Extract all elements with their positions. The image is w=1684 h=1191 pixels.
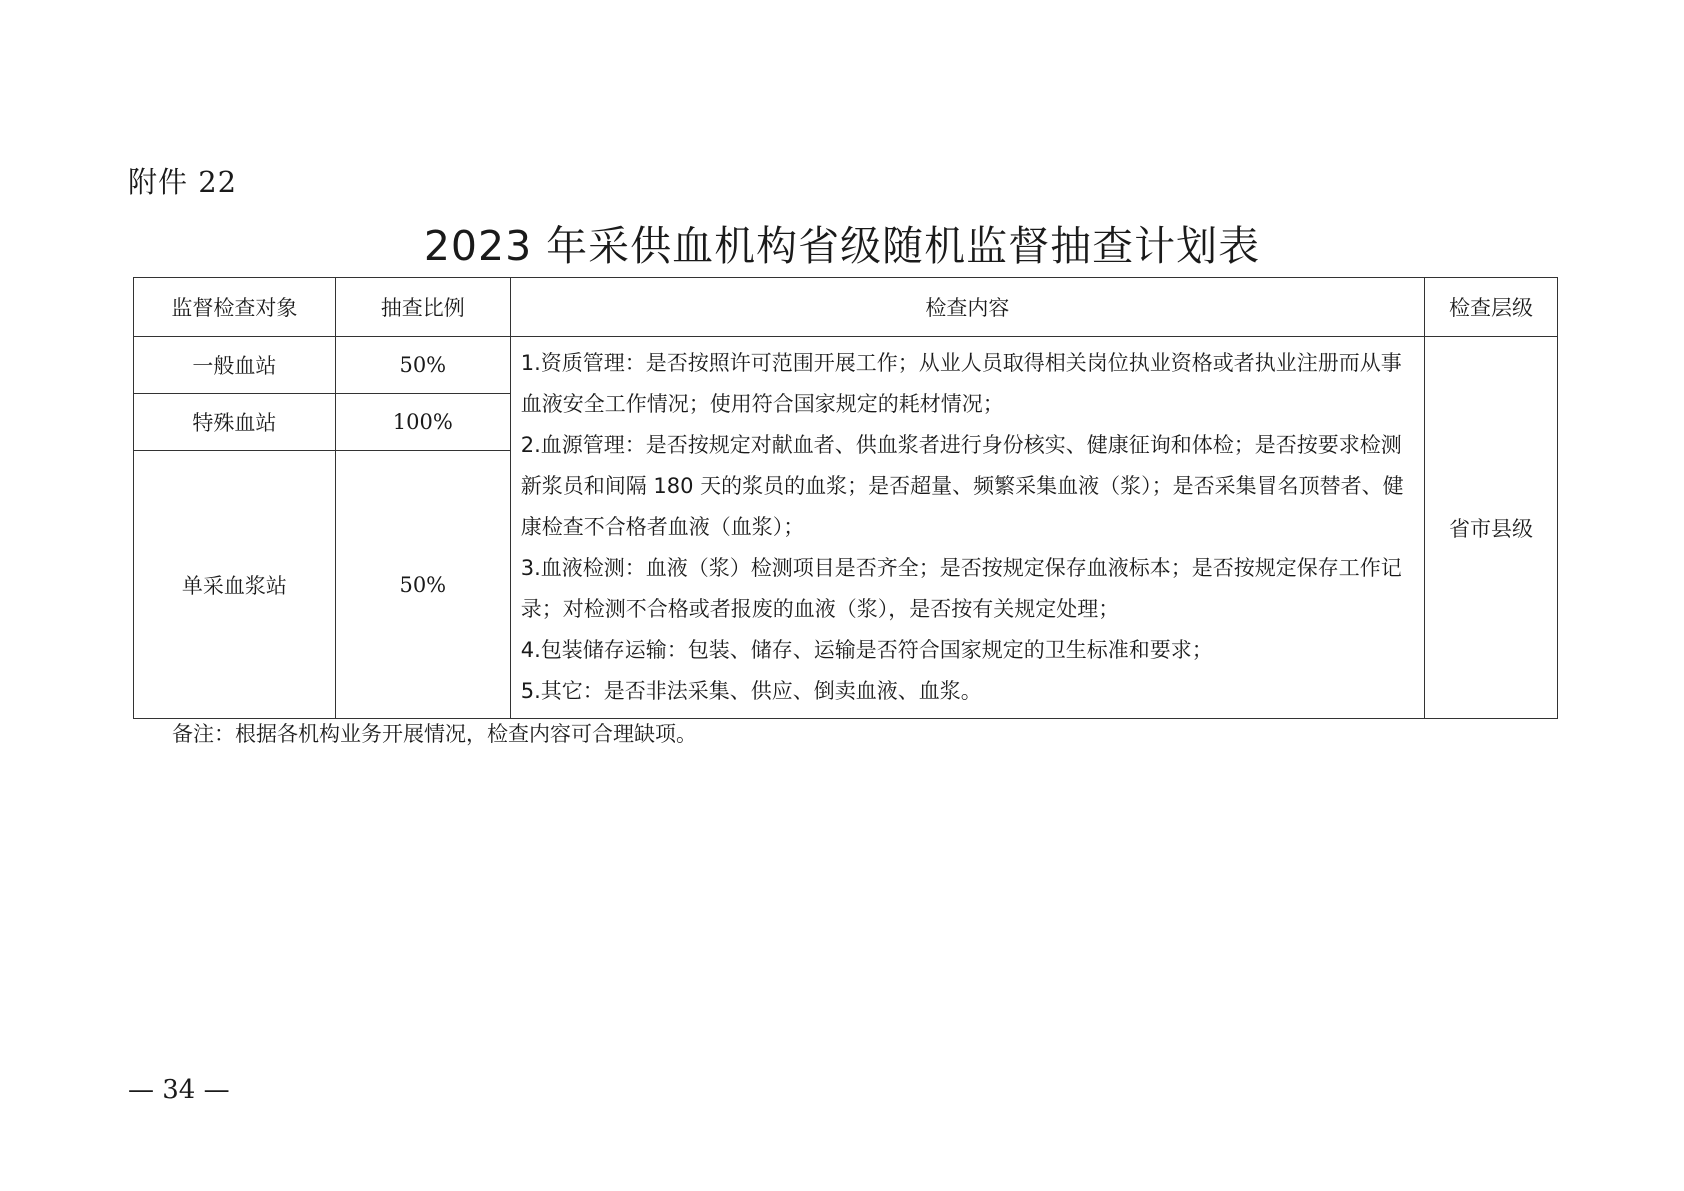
header-ratio: 抽查比例 — [335, 278, 510, 337]
table-row — [134, 337, 1558, 394]
object-cell: 一般血站 — [134, 337, 336, 394]
content-item: 1.资质管理：是否按照许可范围开展工作；从业人员取得相关岗位执业资格或者执业注册而从事血液安全工作情况；使用符合国家规定的耗材情况； — [520, 351, 1402, 416]
header-object: 监督检查对象 — [134, 278, 336, 337]
page-title: 2023 年采供血机构省级随机监督抽查计划表 — [423, 222, 1261, 270]
page-number: — 34 — — [128, 1075, 230, 1105]
object-cell: 单采血浆站 — [134, 451, 336, 719]
content-item: 3.血液检测：血液（浆）检测项目是否齐全；是否按规定保存血液标本；是否按规定保存工作记录；对检测不合格或者报废的血液（浆），是否按有关规定处理； — [520, 556, 1402, 621]
table-header-row — [134, 278, 1558, 337]
level-cell: 省市县级 — [1425, 337, 1558, 719]
header-content: 检查内容 — [510, 278, 1424, 337]
attachment-label: 附件 22 — [128, 165, 238, 199]
object-cell: 特殊血站 — [134, 394, 336, 451]
ratio-cell: 50% — [335, 337, 510, 394]
header-level: 检查层级 — [1425, 278, 1558, 337]
content-cell — [510, 337, 1424, 719]
inspection-plan-table — [133, 277, 1558, 719]
content-item: 2.血源管理：是否按规定对献血者、供血浆者进行身份核实、健康征询和体检；是否按要求检测新浆员和间隔 180 天的浆员的血浆；是否超量、频繁采集血液（浆）；是否采集冒名顶替者、健康检查不合格者血液（血浆）； — [520, 433, 1404, 539]
ratio-cell: 50% — [335, 451, 510, 719]
content-item: 5.其它：是否非法采集、供应、倒卖血液、血浆。 — [520, 679, 982, 703]
remark-note: 备注：根据各机构业务开展情况，检查内容可合理缺项。 — [172, 722, 697, 746]
ratio-cell: 100% — [335, 394, 510, 451]
content-item: 4.包装储存运输：包装、储存、运输是否符合国家规定的卫生标准和要求； — [520, 638, 1213, 662]
